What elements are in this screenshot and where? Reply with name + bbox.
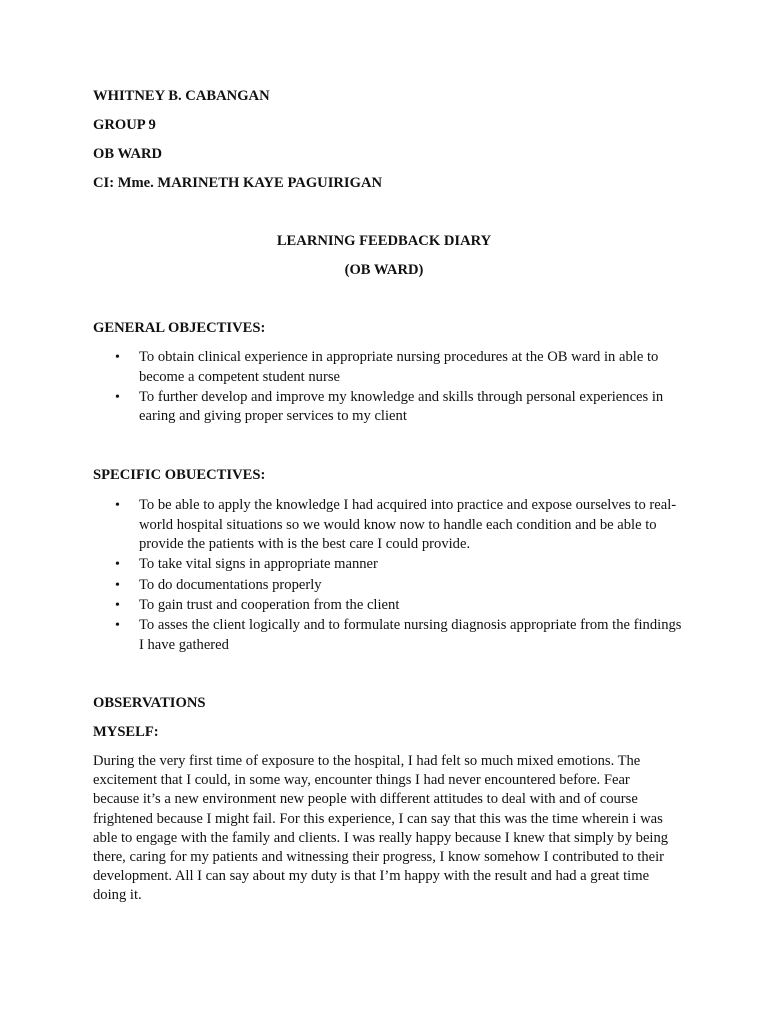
group-label: GROUP 9 — [93, 117, 156, 133]
list-item: • To further develop and improve my knowledge and skills through personal experiences in earing and giving proper services to my client — [93, 388, 683, 427]
myself-subheading: MYSELF: — [93, 724, 159, 740]
clinical-instructor: CI: Mme. MARINETH KAYE PAGUIRIGAN — [93, 175, 383, 191]
document-title: LEARNING FEEDBACK DIARY — [276, 233, 492, 249]
general-objectives-list — [93, 348, 683, 428]
general-objectives-heading: GENERAL OBJECTIVES: — [93, 320, 266, 336]
ward-label: OB WARD — [93, 146, 163, 162]
list-item: • To take vital signs in appropriate manner — [93, 555, 683, 575]
list-item: • To be able to apply the knowledge I had acquired into practice and expose ourselves to real-world hospital situations so we would know now to handle each condition and be able to provide the patients with is the best care I could provide. — [93, 496, 683, 555]
observations-heading: OBSERVATIONS — [93, 695, 206, 711]
list-item: • To obtain clinical experience in appropriate nursing procedures at the OB ward in able to become a competent student nurse — [93, 348, 683, 387]
document-subtitle: (OB WARD) — [344, 262, 424, 278]
specific-objectives-list — [93, 496, 683, 656]
list-item: • To gain trust and cooperation from the client — [93, 596, 683, 616]
list-item: • To do documentations properly — [93, 576, 683, 596]
student-name: WHITNEY B. CABANGAN — [93, 88, 270, 104]
observations-paragraph: During the very first time of exposure to the hospital, I had felt so much mixed emotions. The excitement that I could, in some way, encounter things I had never encountered before. Fear because it’s a new environment new people with different attitudes to deal with and of course frightened because I might fail. For this experience, I can say that this was the time wherein i was able to engage with the family and clients. I was really happy because I knew that simply by being there, caring for my patients and witnessing their progress, I know somehow I contributed to their development. All I can say about my duty is that I’m happy with the result and had a great time doing it. — [93, 753, 669, 904]
specific-objectives-heading: SPECIFIC OBUECTIVES: — [93, 467, 266, 483]
list-item: • To asses the client logically and to formulate nursing diagnosis appropriate from the findings I have gathered — [93, 616, 683, 655]
